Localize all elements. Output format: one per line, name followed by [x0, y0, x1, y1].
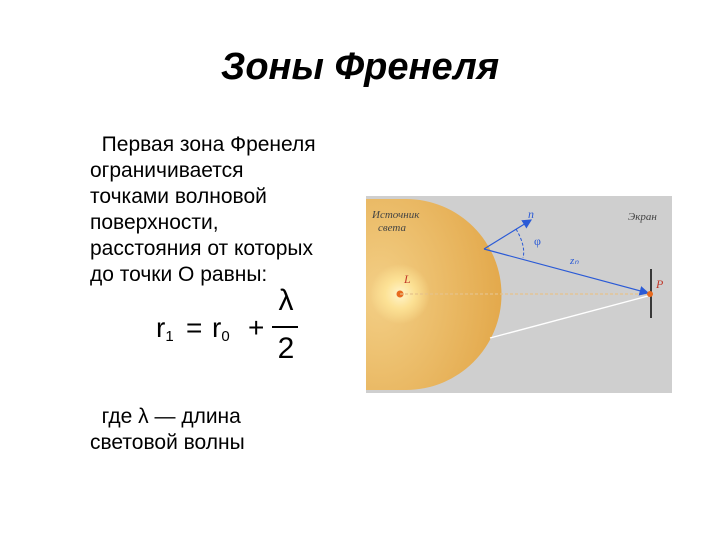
source-label: света	[378, 222, 406, 234]
point-p-marker	[647, 291, 653, 297]
fresnel-diagram	[366, 196, 672, 393]
distance-label: zₙ	[570, 255, 579, 267]
text-line: ограничивается	[90, 159, 244, 182]
point-l-label: L	[404, 272, 411, 286]
formula-denominator: 2	[277, 332, 295, 365]
source-label: Источник	[372, 209, 420, 221]
formula-r0: $r_0$	[212, 312, 230, 345]
text-line: до точки О равны:	[90, 263, 268, 286]
slide-title: Зоны Френеля	[220, 46, 500, 88]
caption-line: световой волны	[90, 431, 245, 454]
formula-r1: $r_1$	[156, 312, 174, 345]
point-p-label: P	[656, 277, 664, 291]
text-line: расстояния от которых	[90, 237, 313, 260]
fresnel-formula	[150, 284, 330, 370]
slide-caption	[90, 404, 350, 456]
text-line: точками волновой	[90, 185, 267, 208]
formula-plus: +	[248, 312, 265, 343]
formula-equals: =	[186, 312, 203, 343]
text-line: поверхности,	[90, 211, 219, 234]
formula-numerator: λ	[278, 284, 294, 317]
screen-label: Экран	[628, 211, 657, 223]
caption-line: где λ — длина	[90, 405, 241, 428]
normal-label: n	[528, 207, 534, 221]
angle-label: φ	[534, 234, 541, 248]
fraction-bar	[272, 326, 298, 328]
slide-body-text	[90, 132, 355, 288]
text-line: Первая зона Френеля	[90, 133, 316, 156]
